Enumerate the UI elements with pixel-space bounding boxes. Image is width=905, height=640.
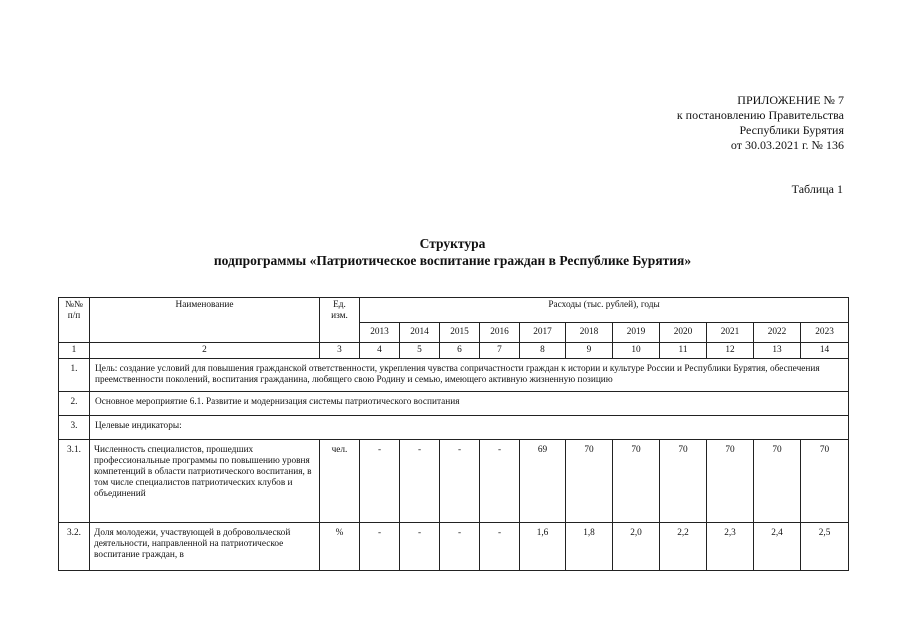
header-unit: Ед. изм. (320, 298, 360, 343)
column-number: 8 (520, 343, 566, 359)
column-number: 12 (707, 343, 754, 359)
table-label: Таблица 1 (791, 182, 843, 196)
value-cell: 70 (801, 440, 849, 523)
indicator-unit: % (320, 523, 360, 571)
value-cell: - (440, 440, 480, 523)
value-cell: 1,8 (566, 523, 613, 571)
header-num: №№ п/п (59, 298, 90, 343)
row-number: 2. (59, 392, 90, 416)
table-row (59, 359, 849, 392)
main-activity-text: Основное мероприятие 6.1. Развитие и модернизация системы патриотического воспитания (90, 392, 849, 416)
value-cell: 70 (660, 440, 707, 523)
header-year: 2018 (566, 323, 613, 343)
value-cell: 2,4 (754, 523, 801, 571)
value-cell: 1,6 (520, 523, 566, 571)
value-cell: 70 (707, 440, 754, 523)
header-year: 2014 (400, 323, 440, 343)
column-number: 3 (320, 343, 360, 359)
value-cell: - (400, 523, 440, 571)
row-number: 1. (59, 359, 90, 392)
title-line-1: Структура (419, 236, 486, 251)
header-year: 2023 (801, 323, 849, 343)
indicator-name: Доля молодежи, участвующей в добровольческой деятельности, направленной на патриотическое воспитание граждан, в (90, 523, 320, 571)
value-cell: - (360, 440, 400, 523)
value-cell: 69 (520, 440, 566, 523)
goal-text: Цель: создание условий для повышения гражданской ответственности, укрепления чувства сопричастности граждан к истории и культуре России и Республики Бурятия, обеспечения преемственности поколений, воспитания гражданина, любящего свою Родину и семью, имеющего активную жизненную позицию (90, 359, 849, 392)
structure-table (58, 297, 849, 571)
table-row (59, 440, 849, 523)
column-number: 10 (613, 343, 660, 359)
header-year: 2016 (480, 323, 520, 343)
value-cell: 70 (566, 440, 613, 523)
column-number: 13 (754, 343, 801, 359)
header-expenses: Расходы (тыс. рублей), годы (360, 298, 849, 323)
column-number: 2 (90, 343, 320, 359)
title-line-2: подпрограммы «Патриотическое воспитание граждан в Республике Бурятия» (213, 253, 692, 268)
value-cell: - (440, 523, 480, 571)
column-number: 9 (566, 343, 613, 359)
row-number: 3.2. (59, 523, 90, 571)
column-number: 14 (801, 343, 849, 359)
value-cell: 2,5 (801, 523, 849, 571)
indicators-heading: Целевые индикаторы: (90, 416, 849, 440)
value-cell: - (360, 523, 400, 571)
header-year: 2013 (360, 323, 400, 343)
header-year: 2022 (754, 323, 801, 343)
row-number: 3. (59, 416, 90, 440)
header-year: 2019 (613, 323, 660, 343)
table-row (59, 416, 849, 440)
value-cell: - (400, 440, 440, 523)
value-cell: 2,3 (707, 523, 754, 571)
header-year: 2021 (707, 323, 754, 343)
column-number: 7 (480, 343, 520, 359)
column-number: 1 (59, 343, 90, 359)
indicator-name: Численность специалистов, прошедших профессиональные программы по повышению уровня компетенций в области патриотического воспитания, в том числе специалистов патриотических клубов и объединений (90, 440, 320, 523)
column-number: 6 (440, 343, 480, 359)
column-number-row (59, 343, 849, 359)
value-cell: - (480, 523, 520, 571)
header-year: 2015 (440, 323, 480, 343)
row-number: 3.1. (59, 440, 90, 523)
value-cell: - (480, 440, 520, 523)
column-number: 4 (360, 343, 400, 359)
table-row (59, 392, 849, 416)
annex-line-2: к постановлению Правительства (676, 108, 844, 122)
header-year: 2020 (660, 323, 707, 343)
value-cell: 2,0 (613, 523, 660, 571)
annex-line-3: Республики Бурятия (739, 123, 844, 137)
column-number: 5 (400, 343, 440, 359)
value-cell: 70 (754, 440, 801, 523)
annex-title: ПРИЛОЖЕНИЕ № 7 (737, 93, 844, 107)
table-row (59, 523, 849, 571)
annex-block (677, 93, 844, 153)
annex-date: от 30.03.2021 г. № 136 (730, 138, 844, 152)
value-cell: 2,2 (660, 523, 707, 571)
value-cell: 70 (613, 440, 660, 523)
header-year: 2017 (520, 323, 566, 343)
document-title (0, 235, 905, 269)
indicator-unit: чел. (320, 440, 360, 523)
header-name: Наименование (90, 298, 320, 343)
column-number: 11 (660, 343, 707, 359)
